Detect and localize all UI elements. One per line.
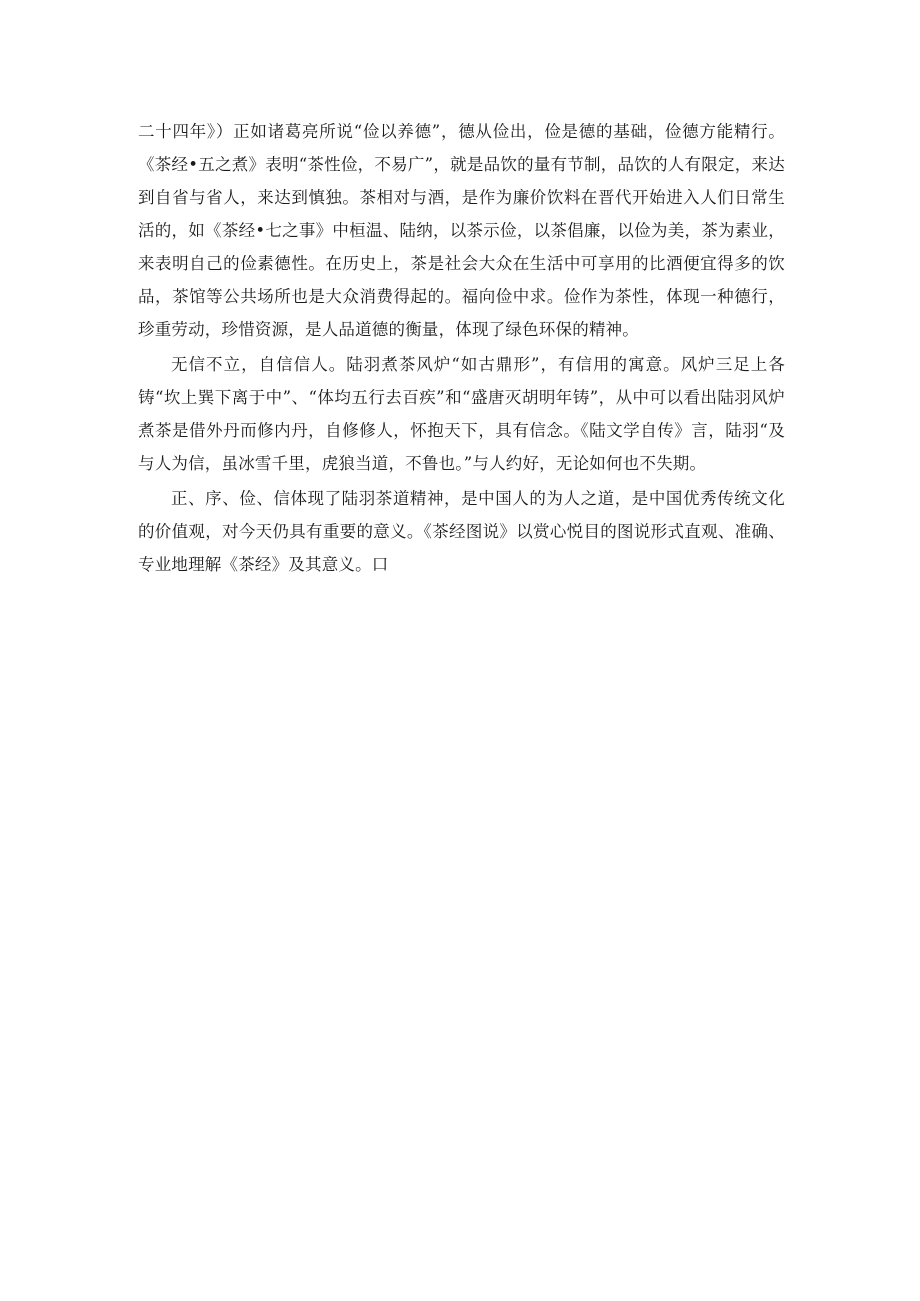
paragraph-conclusion: 正、序、俭、信体现了陆羽茶道精神，是中国人的为人之道，是中国优秀传统文化的价值观，对今天仍具有重要的意义。《茶经图说》以赏心悦目的图说形式直观、准确、专业地理解《茶经》及其意义。口 — [138, 489, 785, 574]
body-text — [138, 115, 785, 583]
paragraph-trust: 无信不立，自信信人。陆羽煮茶风炉“如古鼎形”，有信用的寓意。风炉三足上各铸“坎上巽下离于中”、“体均五行去百疾”和“盛唐灭胡明年铸”，从中可以看出陆羽风炉煮茶是借外丹而修内丹，自修修人，怀抱天下，具有信念。《陆文学自传》言，陆羽“及与人为信，虽冰雪千里，虎狼当道，不鲁也。”与人约好，无论如何也不失期。 — [138, 355, 785, 473]
paragraph-frugality: 二十四年》）正如诸葛亮所说“俭以养德”，德从俭出，俭是德的基础，俭德方能精行。《茶经•五之煮》表明“茶性俭，不易广”，就是品饮的量有节制，品饮的人有限定，来达到自省与省人，来达到慎独。茶相对与酒，是作为廉价饮料在晋代开始进入人们日常生活的，如《茶经•七之事》中桓温、陆纳，以茶示俭，以茶倡廉，以俭为美，茶为素业，来表明自己的俭素德性。在历史上，茶是社会大众在生活中可享用的比酒便宜得多的饮品，茶馆等公共场所也是大众消费得起的。福向俭中求。俭作为茶性，体现一种德行，珍重劳动，珍惜资源，是人品道德的衡量，体现了绿色环保的精神。 — [138, 122, 785, 339]
